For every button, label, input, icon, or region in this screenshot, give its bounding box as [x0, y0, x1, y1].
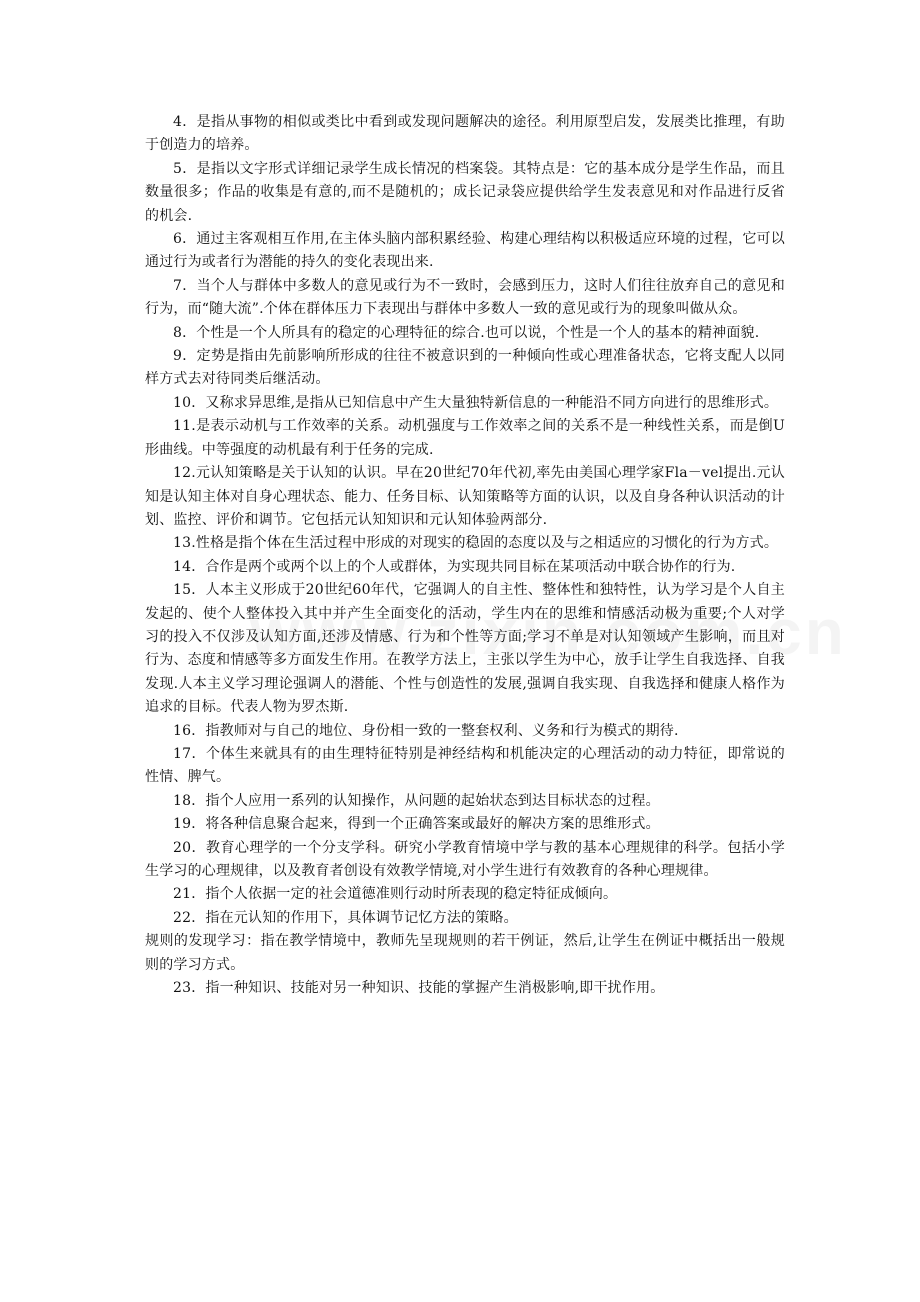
paragraph-15: 15．人本主义形成于20世纪60年代，它强调人的自主性、整体性和独特性，认为学习是个人自主发起的、使个人整体投入其中并产生全面变化的活动，学生内在的思维和情感活动极为重要;个人对学习的投入不仅涉及认知方面,还涉及情感、行为和个性等方面;学习不单是对认知领域产生影响，而且对行为、态度和情感等多方面发生作用。在教学方法上，主张以学生为中心，放手让学生自我选择、自我发现.人本主义学习理论强调人的潜能、个性与创造性的发展,强调自我实现、自我选择和健康人格作为追求的目标。代表人物为罗杰斯.	[145, 582, 785, 716]
paragraph-17: 17．个体生来就具有的由生理特征特别是神经结构和机能决定的心理活动的动力特征，即常说的性情、脾气。	[145, 745, 785, 786]
paragraph-5: 5．是指以文字形式详细记录学生成长情况的档案袋。其特点是：它的基本成分是学生作品，而且数量很多；作品的收集是有意的,而不是随机的；成长记录袋应提供给学生发表意见和对作品进行反省的机会.	[145, 160, 785, 224]
paragraph-6: 6．通过主客观相互作用,在主体头脑内部积累经验、构建心理结构以积极适应环境的过程，它可以通过行为或者行为潜能的持久的变化表现出来.	[145, 231, 785, 271]
paragraph-20: 20．教育心理学的一个分支学科。研究小学教育情境中学与教的基本心理规律的科学。包括小学生学习的心理规律，以及教育者创设有效教学情境,对小学生进行有效教育的各种心理规律。	[145, 839, 785, 879]
paragraph-4: 4．是指从事物的相似或类比中看到或发现问题解决的途径。利用原型启发，发展类比推理，有助于创造力的培养。	[145, 114, 785, 154]
paragraph-rule-discovery: 规则的发现学习：指在教学情境中，教师先呈现规则的若干例证，然后,让学生在例证中概括出一般规则的学习方式。	[145, 933, 785, 973]
paragraph-12: 12.元认知策略是关于认知的认识。早在20世纪70年代初,率先由美国心理学家Fla－vel提出.元认知是认知主体对自身心理状态、能力、任务目标、认知策略等方面的认识，以及自身各种认识活动的计划、监控、评价和调节。它包括元认知知识和元认知体验两部分.	[145, 465, 785, 528]
paragraph-19: 19．将各种信息聚合起来，得到一个正确答案或最好的解决方案的思维形式。	[173, 816, 660, 833]
document-body	[145, 111, 785, 1000]
paragraph-7: 7．当个人与群体中多数人的意见或行为不一致时，会感到压力，这时人们往往放弃自己的意见和行为，而“随大流”.个体在群体压力下表现出与群体中多数人一致的意见或行为的现象叫做从众。	[145, 277, 785, 318]
paragraph-11: 11.是表示动机与工作效率的关系。动机强度与工作效率之间的关系不是一种线性关系，而是倒U形曲线。中等强度的动机最有利于任务的完成.	[145, 418, 785, 458]
paragraph-8: 8．个性是一个人所具有的稳定的心理特征的综合.也可以说，个性是一个人的基本的精神面貌.	[173, 324, 760, 341]
paragraph-23: 23．指一种知识、技能对另一种知识、技能的掌握产生消极影响,即干扰作用。	[173, 980, 665, 997]
paragraph-14: 14．合作是两个或两个以上的个人或群体，为实现共同目标在某项活动中联合协作的行为.	[173, 558, 736, 575]
paragraph-16: 16．指教师对与自己的地位、身份相一致的一整套权利、义务和行为模式的期待.	[173, 722, 679, 739]
paragraph-21: 21．指个人依据一定的社会道德准则行动时所表现的稳定特征成倾向。	[173, 886, 618, 903]
paragraph-10: 10．又称求异思维,是指从已知信息中产生大量独特新信息的一种能沿不同方向进行的思维形式。	[173, 394, 779, 411]
paragraph-13: 13.性格是指个体在生活过程中形成的对现实的稳固的态度以及与之相适应的习惯化的行为方式。	[173, 535, 779, 552]
paragraph-18: 18．指个人应用一系列的认知操作，从问题的起始状态到达目标状态的过程。	[173, 792, 660, 809]
paragraph-22: 22．指在元认知的作用下，具体调节记忆方法的策略。	[173, 909, 518, 926]
paragraph-9: 9．定势是指由先前影响所形成的往往不被意识到的一种倾向性或心理准备状态，它将支配人以同样方式去对待同类后继活动。	[145, 348, 785, 388]
